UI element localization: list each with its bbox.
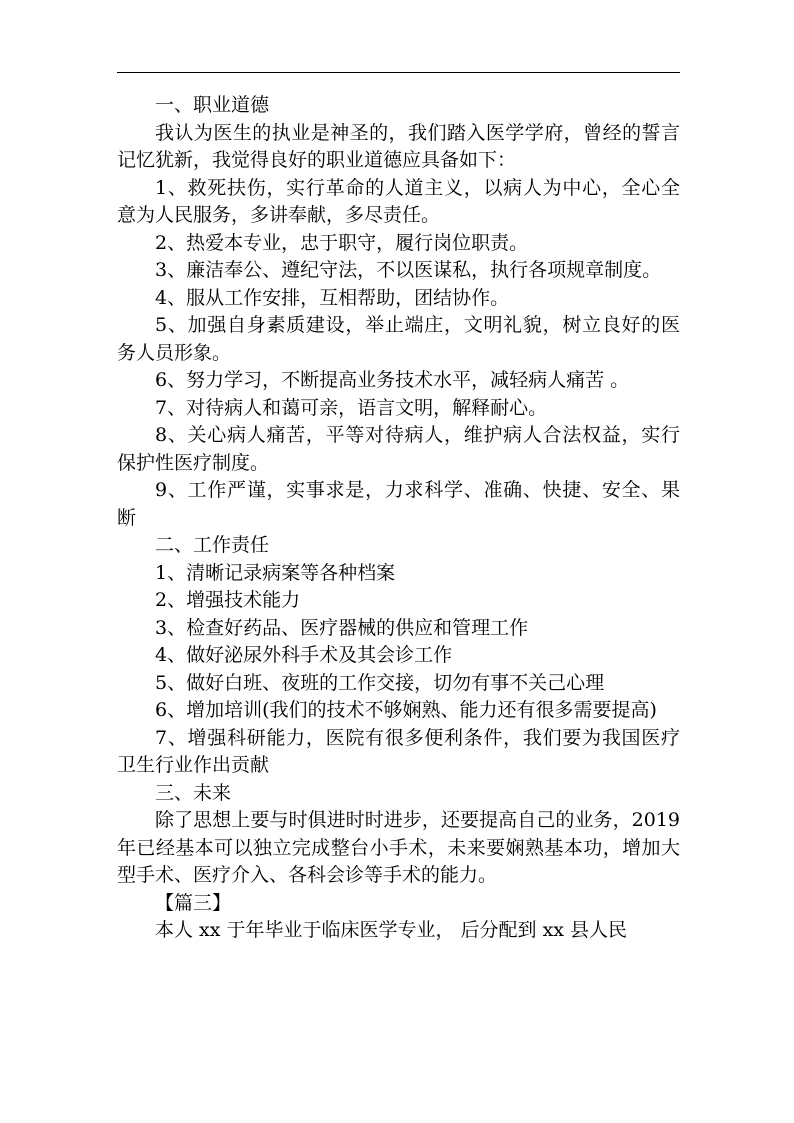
- list-item: 6、努力学习，不断提高业务技术水平，减轻病人痛苦 。: [155, 369, 630, 391]
- section-heading-part-three: 【篇三】: [155, 891, 232, 914]
- section-heading-future: 三、未来: [155, 781, 232, 804]
- list-item: 8、关心病人痛苦，平等对待病人，维护病人合法权益，实行保护性医疗制度。: [117, 424, 680, 474]
- list-item: 5、做好白班、夜班的工作交接，切勿有事不关己心理: [155, 671, 605, 694]
- list-item: 2、增强技术能力: [155, 589, 301, 611]
- list-item: 6、增加培训(我们的技术不够娴熟、能力还有很多需要提高): [155, 699, 657, 721]
- paragraph: 本人 xx 于年毕业于临床医学专业， 后分配到 xx 县人民: [155, 919, 628, 941]
- paragraph: 我认为医生的执业是神圣的，我们踏入医学学府，曾经的誓言记忆犹新，我觉得良好的职业道德应具备如下：: [117, 121, 680, 171]
- list-item: 4、做好泌尿外科手术及其会诊工作: [155, 644, 453, 666]
- document-body: [117, 92, 680, 945]
- list-item: 4、服从工作安排，互相帮助，团结协作。: [155, 286, 510, 309]
- section-heading-work-responsibility: 二、工作责任: [155, 534, 270, 556]
- list-item: 1、清晰记录病案等各种档案: [155, 561, 396, 584]
- paragraph: 除了思想上要与时俱进时时进步，还要提高自己的业务，2019 年已经基本可以独立完成整台小手术，未来要娴熟基本功，增加大型手术、医疗介入、各科会诊等手术的能力。: [117, 809, 680, 886]
- section-heading-professional-ethics: 一、职业道德: [155, 94, 270, 116]
- list-item: 3、廉洁奉公、遵纪守法，不以医谋私，执行各项规章制度。: [155, 259, 662, 281]
- list-item: 9、工作严谨，实事求是，力求科学、准确、快捷、安全、果断: [117, 479, 680, 529]
- header-rule: [117, 72, 680, 73]
- list-item: 2、热爱本专业，忠于职守，履行岗位职责。: [155, 231, 529, 254]
- list-item: 3、检查好药品、医疗器械的供应和管理工作: [155, 616, 529, 639]
- list-item: 1、救死扶伤，实行革命的人道主义，以病人为中心，全心全意为人民服务，多讲奉献，多尽责任。: [117, 176, 680, 226]
- list-item: 7、增强科研能力，医院有很多便利条件，我们要为我国医疗卫生行业作出贡献: [117, 726, 680, 776]
- list-item: 5、加强自身素质建设，举止端庄，文明礼貌，树立良好的医务人员形象。: [117, 314, 680, 364]
- list-item: 7、对待病人和蔼可亲，语言文明，解释耐心。: [155, 396, 548, 419]
